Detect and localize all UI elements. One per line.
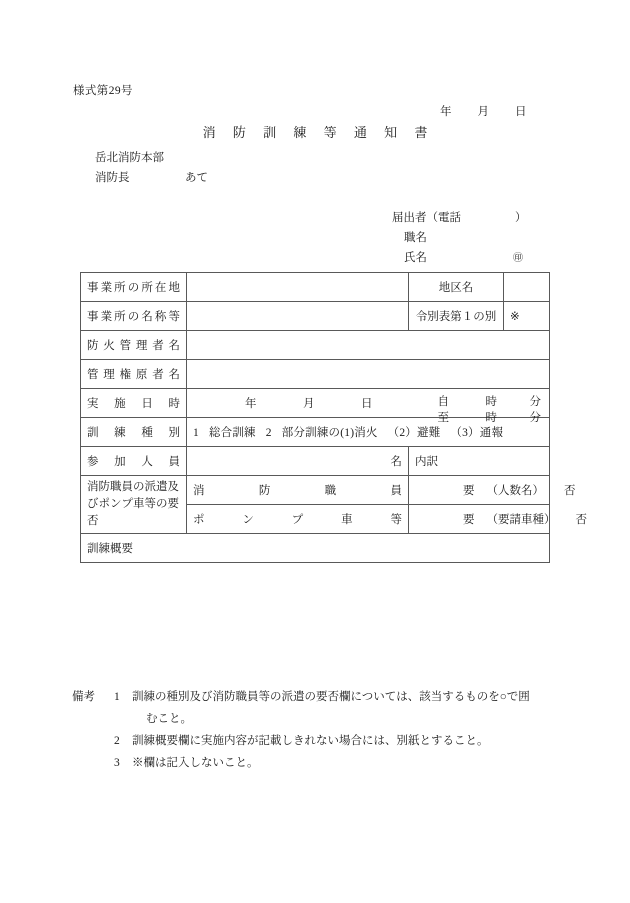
label-participants: 参加人員 [81,447,187,476]
label-authority: 管理権原者名 [81,360,187,389]
dispatch-staff-yes-option[interactable]: 要 [463,485,475,497]
table-row-datetime [81,389,550,418]
label-drill-kind: 訓練種別 [81,418,187,447]
dispatch-staff-options [415,482,576,498]
submitter-name-label: 氏名 [404,252,427,264]
datetime-ymd [245,395,373,411]
datetime-to-row [438,409,542,425]
value-district[interactable] [504,273,550,302]
label-bekkyo: 令別表第１の別 [409,302,504,331]
remarks-heading: 備考 [72,691,95,703]
dispatch-staff-no-option[interactable]: 否 [564,485,576,497]
participants-unit-label: 名 [390,456,402,468]
value-dispatch-staff[interactable] [409,476,576,505]
dispatch-pump-paren-open: （要請車種 [486,514,544,526]
submitter-jobtitle-label: 職名 [404,232,427,244]
date-year-label: 年 [440,106,452,118]
remarks-item-text: ※欄は記入しないこと。 [132,757,259,769]
addressee-organization: 岳北消防本部 [95,152,164,164]
submitter-label: 届出者（電話 [392,212,461,224]
label-dispatch-staff: 消防職員 [187,476,409,505]
label-business-name: 事業所の名称等 [81,302,187,331]
drill-kind-2-number: 2 [265,427,272,439]
label-drill-outline: 訓練概要 [87,543,133,555]
datetime-day-label: 日 [361,398,373,410]
datetime-times [437,389,542,424]
label-district: 地区名 [409,273,504,302]
date-day-label: 日 [515,106,527,118]
datetime-from-hour-label: 時 [485,396,497,408]
notification-form-table [80,272,587,563]
remarks-item [72,752,558,774]
table-row-business-name [81,302,550,331]
dispatch-staff-paren-open: （人数 [486,485,521,497]
form-number: 様式第29号 [73,85,133,97]
value-authority[interactable] [187,360,550,389]
remarks-item-number: 2 [114,735,120,747]
remarks-section [72,686,558,774]
value-dispatch-pump[interactable] [409,505,587,534]
remarks-item-number: 3 [114,757,120,769]
breakdown-label: 内訳 [415,456,438,468]
remarks-item-number: 1 [114,691,120,703]
remarks-item-text-continued: むこと。 [146,713,192,725]
value-drill-outline[interactable] [81,534,550,563]
datetime-from-minute-label: 分 [529,396,541,408]
remarks-item-text: 訓練概要欄に実施内容が記載しきれない場合には、別紙とすること。 [132,735,489,747]
value-location[interactable] [187,273,409,302]
value-datetime[interactable] [187,389,550,424]
datetime-month-label: 月 [303,398,315,410]
datetime-from-label: 自 [437,396,449,408]
submitter-name-line [392,248,527,269]
datetime-year-label: 年 [245,398,257,410]
remarks-item [72,686,558,730]
remarks-list [72,686,558,774]
table-row-dispatch-staff [81,476,550,505]
dispatch-staff-unit: 名） [521,485,544,497]
submitter-block [392,208,527,269]
value-fire-manager[interactable] [187,331,550,360]
addressee-block [95,148,208,188]
table-row-location [81,273,550,302]
value-participants-breakdown[interactable] [409,447,550,476]
remarks-item-text: 訓練の種別及び消防職員等の派遣の要否欄については、該当するものを○で囲 [132,691,530,703]
submitter-paren-close: ） [515,212,527,224]
drill-kind-1-option[interactable]: 総合訓練 [208,427,256,439]
table-row-outline [81,534,550,563]
value-business-name[interactable] [187,302,409,331]
table-row-fire-manager [81,331,550,360]
label-location: 事業所の所在地 [81,273,187,302]
datetime-from-row [438,393,542,409]
label-fire-manager: 防火管理者名 [81,331,187,360]
drill-kind-1-number: 1 [193,427,199,439]
label-dispatch-pump: ポンプ車等 [187,505,409,534]
addressee-chief-line [95,168,208,188]
dispatch-pump-yes-option[interactable]: 要 [463,514,475,526]
table-row-participants [81,447,550,476]
label-datetime: 実施日時 [81,389,187,418]
value-bekkyo: ※ [504,302,550,331]
value-participants-count[interactable] [187,447,409,476]
document-title: 消 防 訓 練 等 通 知 書 [202,125,435,140]
datetime-to-minute-label: 分 [529,412,541,424]
drill-kind-2-option[interactable]: 部分訓練の(1)消火 [281,427,378,439]
datetime-to-hour-label: 時 [485,412,497,424]
drill-kind-3-option[interactable]: （2）避難 [387,427,441,439]
addressee-chief-title: 消防長 [95,172,130,184]
addressee-suffix: あて [185,172,208,184]
label-dispatch: 消防職員の派遣及びポンプ車等の要否 [81,476,187,534]
date-line [440,103,527,119]
dispatch-pump-options [415,511,587,527]
seal-icon: ㊞ [513,253,523,264]
remarks-item [72,730,558,752]
dispatch-pump-no-option[interactable]: 否 [575,514,587,526]
drill-kind-4-option[interactable]: （3）通報 [450,427,504,439]
submitter-jobtitle-line [392,228,527,248]
dispatch-pump-paren-close: ） [544,514,556,526]
date-month-label: 月 [477,106,489,118]
submitter-phone-line [392,208,527,228]
table-row-authority [81,360,550,389]
datetime-to-label: 至 [437,412,449,424]
